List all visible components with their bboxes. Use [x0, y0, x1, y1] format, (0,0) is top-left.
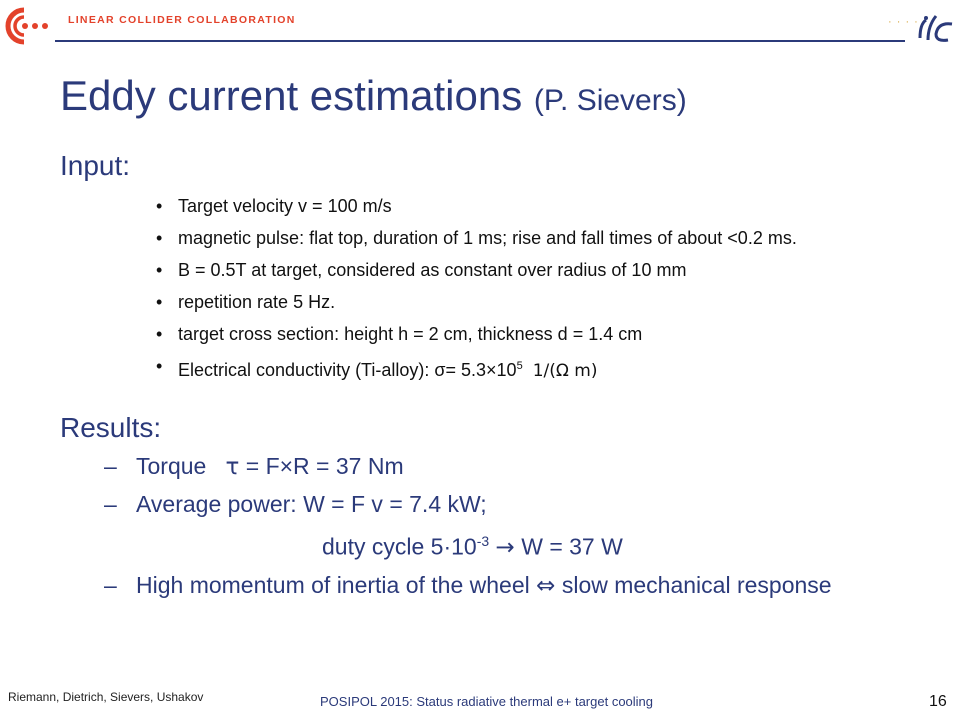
duty-cycle-result: W = 37 W — [521, 533, 623, 560]
inertia-text: High momentum of inertia of the wheel — [136, 571, 530, 598]
bullet-text: Target velocity v = 100 m/s — [178, 196, 392, 216]
list-item — [156, 195, 926, 217]
bullet-icon: • — [156, 228, 163, 248]
input-bullet-list — [156, 195, 926, 392]
slide-header — [0, 0, 960, 50]
bullet-icon: • — [156, 324, 163, 344]
duty-cycle-text: duty cycle 5·10 — [322, 533, 477, 560]
footer-event: POSIPOL 2015: Status radiative thermal e+ target cooling — [320, 694, 654, 709]
duty-cycle-exponent: -3 — [476, 533, 490, 549]
list-item — [156, 227, 926, 249]
dash-icon: – — [104, 453, 117, 479]
bullet-icon: • — [156, 260, 163, 280]
conductivity-unit: 1/(Ω m) — [532, 361, 598, 381]
right-arrow-icon: → — [495, 534, 515, 561]
bullet-text: repetition rate 5 Hz. — [178, 292, 336, 312]
bullet-text: magnetic pulse: flat top, duration of 1 ms; rise and fall times of about <0.2 ms. — [178, 228, 797, 248]
list-item — [156, 259, 926, 281]
slide-title — [60, 72, 687, 120]
inertia-consequence: slow mechanical response — [561, 571, 832, 598]
list-item — [156, 291, 926, 313]
results-list — [104, 452, 924, 609]
result-torque — [104, 452, 924, 482]
bullet-text: B = 0.5T at target, considered as constant over radius of 10 mm — [178, 260, 687, 280]
list-item — [156, 355, 926, 382]
ilc-logo — [916, 14, 956, 44]
bullet-icon: • — [156, 292, 163, 312]
duty-cycle-line — [136, 527, 924, 563]
input-heading: Input: — [60, 150, 131, 181]
results-heading: Results: — [60, 412, 162, 443]
conductivity-exponent: 5 — [516, 360, 523, 372]
footer-authors: Riemann, Dietrich, Sievers, Ushakov — [8, 690, 204, 704]
header-divider — [55, 40, 905, 42]
dash-icon: – — [104, 491, 117, 517]
result-power — [104, 490, 924, 563]
torque-formula: = F×R = 37 Nm — [245, 453, 404, 479]
bullet-icon: • — [156, 196, 163, 216]
result-inertia — [104, 571, 924, 601]
bullet-icon: • — [156, 356, 163, 376]
torque-label: Torque — [136, 453, 207, 479]
conductivity-text: Electrical conductivity (Ti-alloy): σ= 5.3×10 — [178, 360, 517, 380]
dash-icon: – — [104, 571, 117, 598]
title-main: Eddy current estimations — [60, 72, 523, 119]
header-dots: · · · · — [888, 16, 919, 28]
torque-symbol: τ — [225, 454, 240, 480]
bullet-text: target cross section: height h = 2 cm, thickness d = 1.4 cm — [178, 324, 643, 344]
title-author: (P. Sievers) — [533, 84, 687, 117]
list-item — [156, 323, 926, 345]
lcc-logo — [4, 6, 50, 46]
page-number: 16 — [929, 693, 947, 710]
power-line: Average power: W = F v = 7.4 kW; — [136, 491, 487, 517]
double-arrow-icon: ⇔ — [536, 572, 556, 599]
organization-name: LINEAR COLLIDER COLLABORATION — [68, 14, 296, 26]
